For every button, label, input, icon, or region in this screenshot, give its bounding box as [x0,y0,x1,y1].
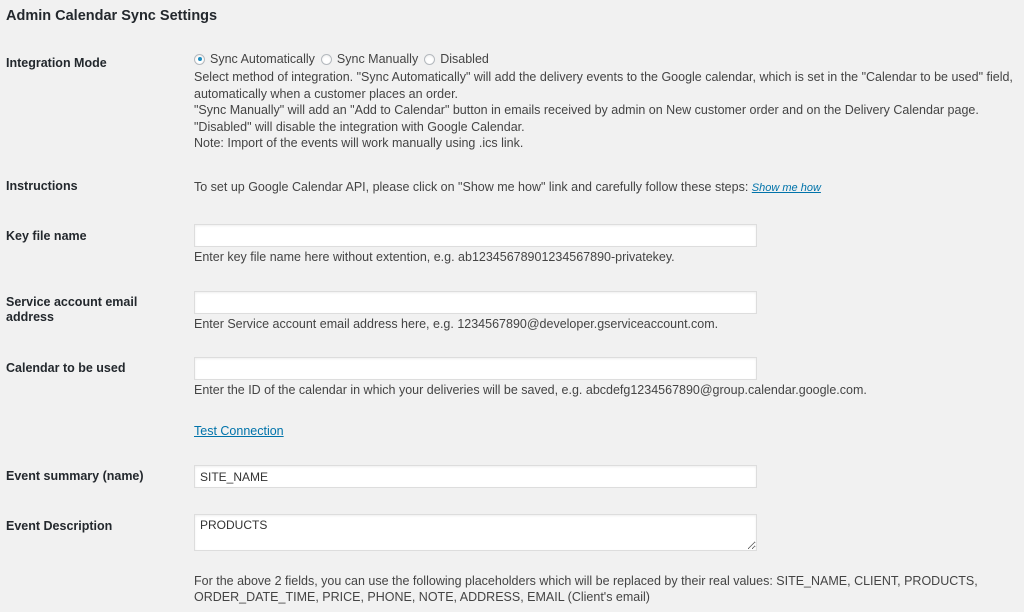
page-title: Admin Calendar Sync Settings [6,8,218,24]
radio-sync-automatically[interactable] [194,52,315,66]
integration-desc-line: "Disabled" will disable the integration with Google Calendar. [194,119,525,134]
calendar-id-input[interactable] [194,357,757,380]
service-account-email-hint: Enter Service account email address here, e.g. 1234567890@developer.gserviceaccount.com. [194,317,719,331]
integration-mode-field [194,51,1019,152]
radio-button-checked-icon[interactable] [194,54,205,65]
radio-label-sync-manually: Sync Manually [336,52,419,66]
calendar-label: Calendar to be used [6,361,126,375]
event-description-textarea[interactable] [194,514,757,551]
show-me-how-link[interactable]: Show me how [751,182,821,194]
radio-disabled[interactable] [424,52,489,66]
key-file-name-hint: Enter key file name here without extention, e.g. ab12345678901234567890-privatekey. [194,250,675,264]
integration-desc-line: Select method of integration. "Sync Automatically" will add the delivery events to the Google calendar, which is set in the "Calendar to be used" field, automatically when a customer places an order. [194,70,1013,101]
test-connection-link[interactable]: Test Connection [194,424,284,438]
event-summary-label: Event summary (name) [6,469,144,483]
event-description-label: Event Description [6,519,113,533]
integration-mode-radio-group [194,51,1019,67]
integration-desc-line: Note: Import of the events will work manually using .ics link. [194,136,524,150]
integration-desc-line: "Sync Manually" will add an "Add to Calendar" button in emails received by admin on New customer order and on the Delivery Calendar page. [194,103,979,117]
key-file-name-input[interactable] [194,224,757,247]
radio-label-sync-automatically: Sync Automatically [210,52,315,66]
radio-button-icon[interactable] [424,54,435,65]
instructions-text-row [194,179,821,197]
key-file-name-label: Key file name [6,229,87,243]
event-summary-input[interactable] [194,465,757,488]
calendar-id-hint: Enter the ID of the calendar in which your deliveries will be saved, e.g. abcdefg1234567890@group.calendar.google.com. [194,383,867,397]
radio-sync-manually[interactable] [321,52,418,66]
instructions-text: To set up Google Calendar API, please click on "Show me how" link and carefully follow these steps: [194,180,749,194]
service-account-email-label: Service account email address [6,295,138,324]
radio-button-icon[interactable] [321,54,332,65]
placeholders-note: For the above 2 fields, you can use the following placeholders which will be replaced by their real values: SITE_NAME, CLIENT, PRODUCTS, ORDER_DATE_TIME, PRICE, PHONE, NOTE, ADDRESS, EMAIL (Client's email) [194,574,978,604]
service-account-email-input[interactable] [194,291,757,314]
radio-label-disabled: Disabled [440,52,489,66]
instructions-label: Instructions [6,179,78,193]
integration-mode-label: Integration Mode [6,56,107,70]
integration-mode-description [194,69,1019,152]
